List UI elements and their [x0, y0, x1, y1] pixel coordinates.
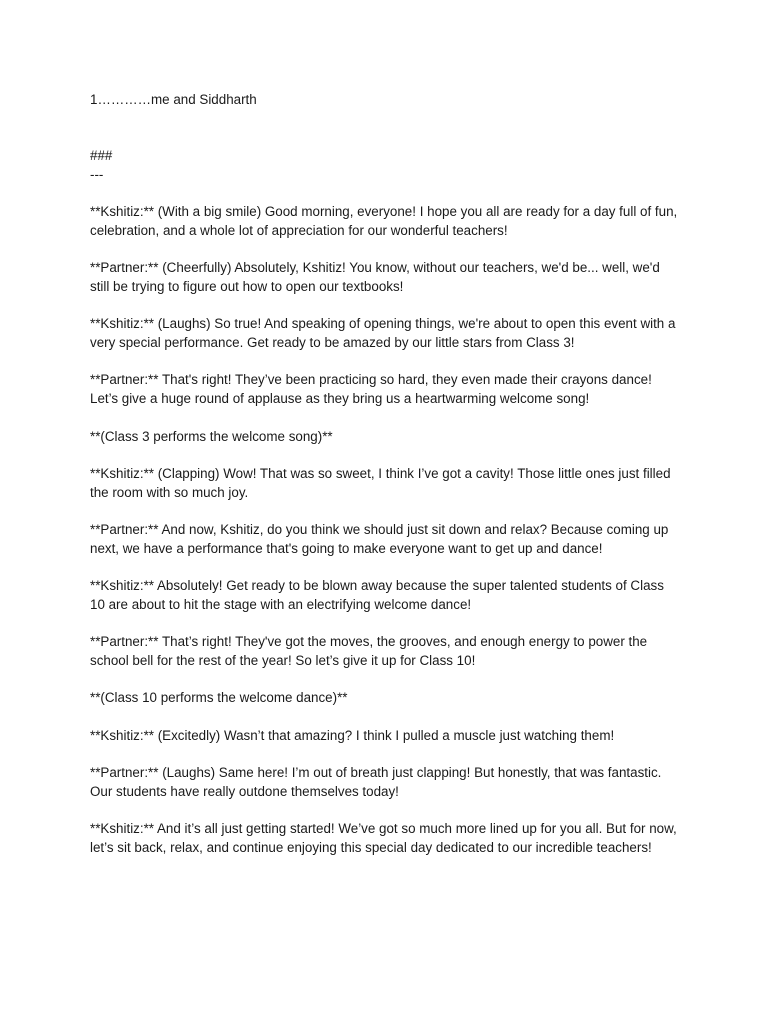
- script-body: [90, 203, 680, 857]
- spacer: [90, 110, 680, 147]
- dialogue-paragraph: **Partner:** That’s right! They've got the moves, the grooves, and enough energy to power the school bell for the rest of the year! So let’s give it up for Class 10!: [90, 634, 648, 668]
- dialogue-paragraph: **Kshitiz:** (Laughs) So true! And speaking of opening things, we're about to open this event with a very special performance. Get ready to be amazed by our little stars from Class 3!: [90, 316, 676, 351]
- dialogue-paragraph: **Kshitiz:** (Clapping) Wow! That was so sweet, I think I’ve got a cavity! Those little ones just filled the room with so much joy.: [90, 465, 671, 500]
- document-heading: 1…………me and Siddharth: [90, 92, 257, 107]
- dialogue-paragraph: **Partner:** That's right! They’ve been practicing so hard, they even made their crayons dance! Let’s give a huge round of applause as they bring us a heartwarming welcome song!: [90, 372, 652, 407]
- stage-direction: **(Class 3 performs the welcome song)**: [90, 428, 333, 444]
- dialogue-paragraph: **Partner:** (Laughs) Same here! I’m out of breath just clapping! But honestly, that was fantastic. Our students have really outdone themselves today!: [90, 765, 662, 799]
- document-page: [90, 91, 680, 858]
- dialogue-paragraph: **Partner:** And now, Kshitiz, do you think we should just sit down and relax? Because coming up next, we have a performance that's going to make everyone want to get up and dance!: [90, 522, 669, 556]
- dialogue-paragraph: **Kshitiz:** (Excitedly) Wasn’t that amazing? I think I pulled a muscle just watching them!: [90, 727, 615, 743]
- dialogue-paragraph: **Partner:** (Cheerfully) Absolutely, Kshitiz! You know, without our teachers, we'd be... well, we'd still be trying to figure out how to open our textbooks!: [90, 260, 660, 294]
- dialogue-paragraph: **Kshitiz:** (With a big smile) Good morning, everyone! I hope you all are ready for a day full of fun, celebration, and a whole lot of appreciation for our wonderful teachers!: [90, 204, 678, 238]
- dash-line: ---: [90, 166, 104, 182]
- dialogue-paragraph: **Kshitiz:** Absolutely! Get ready to be blown away because the super talented students of Class 10 are about to hit the stage with an electrifying welcome dance!: [90, 578, 664, 612]
- hash-line: ###: [90, 148, 113, 164]
- stage-direction: **(Class 10 performs the welcome dance)**: [90, 690, 348, 706]
- dialogue-paragraph: **Kshitiz:** And it’s all just getting started! We’ve got so much more lined up for you all. But for now, let’s sit back, relax, and continue enjoying this special day dedicated to our incredible teachers!: [90, 821, 677, 855]
- spacer: [90, 184, 680, 203]
